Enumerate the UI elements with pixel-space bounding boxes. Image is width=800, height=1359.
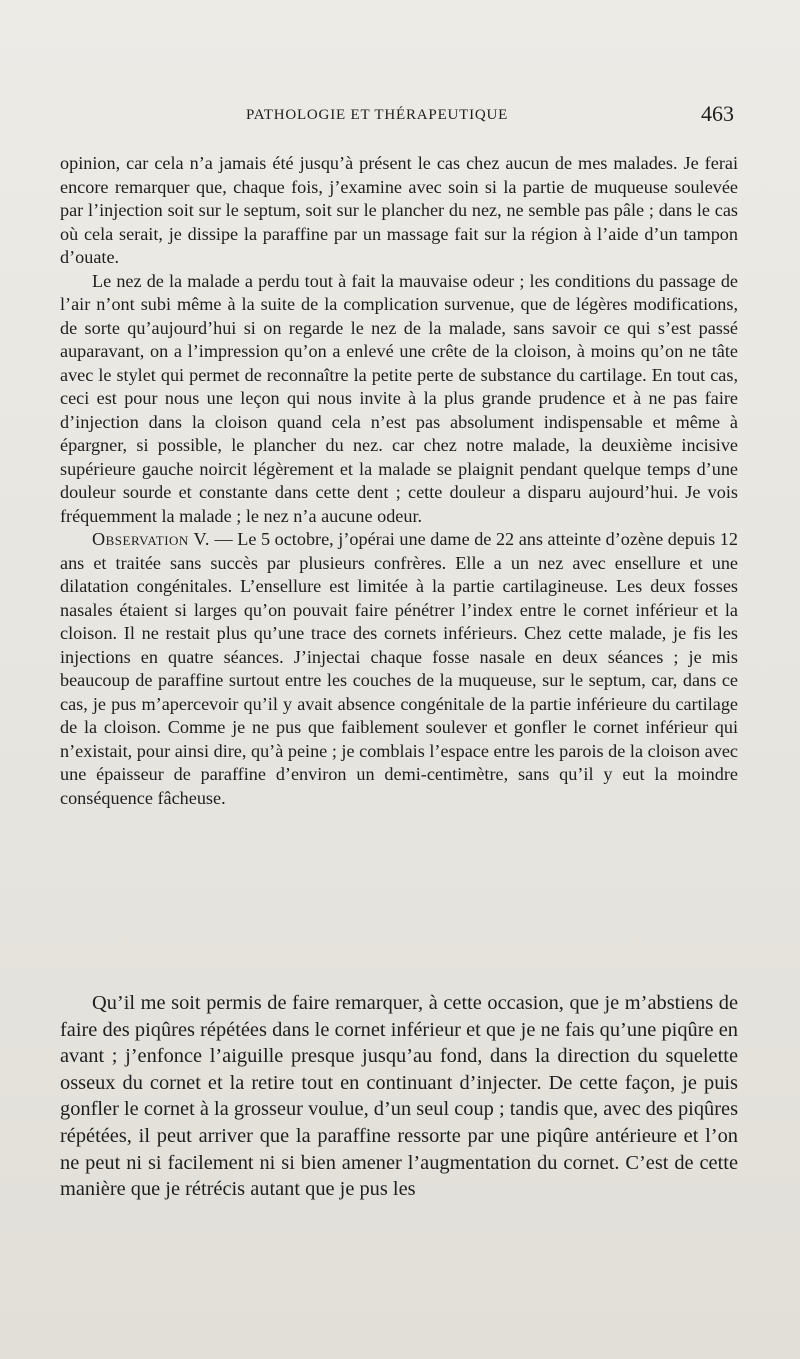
page-header: [60, 103, 740, 133]
observation-text: — Le 5 octobre, j’opérai une dame de 22 ans atteinte d’ozène depuis 12 ans et traitée sans succès par plusieurs confrères. Elle a un nez avec ensellure et une dilatation congénitales. L’ensellure est limitée à la partie cartilagineuse. Les deux fosses nasales étaient si larges qu’on pouvait faire pénétrer l’index entre le cornet inférieur et la cloison. Il ne restait plus qu’une trace des cornets inférieurs. Chez cette malade, je fis les injections en quatre séances. J’injectai chaque fosse nasale en deux séances ; je mis beaucoup de paraffine surtout entre les couches de la muqueuse, sur le septum, car, dans ce cas, je pus m’apercevoir qu’il y avait absence congénitale de la partie inférieure du cartilage de la cloison. Comme je ne pus que faiblement soulever et gonfler le cornet inférieur qui n’existait, pour ainsi dire, qu’à peine ; je comblais l’espace entre les parois de la cloison avec une épaisseur de paraffine d’environ un demi-centimètre, sans qu’il y eut la moindre conséquence fâcheuse.: [60, 529, 738, 808]
paragraph-nose-outcome: Le nez de la malade a perdu tout à fait la mauvaise odeur ; les conditions du passage de l’air n’ont subi même à la suite de la complication survenue, que de légères modifications, de sorte qu’aujourd’hui si on regarde le nez de la malade, sans savoir ce qui s’est passé auparavant, on a l’impression qu’on a enlevé une crête de la cloison, à moins qu’on ne tâte avec le stylet qui permet de reconnaître la petite perte de substance du cartilage. En tout cas, ceci est pour nous une leçon qui nous invite à la plus grande prudence et à ne pas faire d’injection dans la cloison quand cela n’est pas absolument indispensable et même à épargner, si possible, le plancher du nez. car chez notre malade, la deuxième incisive supérieure gauche noircit légèrement et la malade se plaignit pendant quelque temps d’une douleur sourde et constante dans cette dent ; cette douleur a disparu aujourd’hui. Je vois fréquemment la malade ; le nez n’a aucune odeur.: [60, 270, 738, 526]
page-number: 463: [701, 101, 734, 126]
small-print-text: [60, 152, 738, 810]
observation-label: Observation V.: [92, 529, 210, 549]
paragraph-continuation: opinion, car cela n’a jamais été jusqu’à présent le cas chez aucun de mes malades. Je ferai encore remarquer que, chaque fois, j’examine avec soin si la partie de muqueuse soulevée par l’injection soit sur le septum, soit sur le plancher du nez, ne semble pas pâle ; dans le cas où cela serait, je dissipe la paraffine par un massage fait sur la région à l’aide d’un tampon d’ouate.: [60, 153, 738, 267]
running-head: PATHOLOGIE ET THÉRAPEUTIQUE: [246, 107, 509, 123]
main-text: [60, 990, 738, 1203]
paragraph-observation-v: [60, 528, 738, 810]
paragraph-remark: Qu’il me soit permis de faire remarquer, à cette occasion, que je m’abstiens de faire des piqûres répétées dans le cornet inférieur et que je ne fais qu’une piqûre en avant ; j’enfonce l’aiguille presque jusqu’au fond, dans la direction du squelette osseux du cornet et la retire tout en continuant d’injecter. De cette façon, je puis gonfler le cornet à la grosseur voulue, d’un seul coup ; tandis que, avec des piqûres répétées, il peut arriver que la paraffine ressorte par une piqûre antérieure et l’on ne peut ni si facilement ni si bien amener l’augmentation du cornet. C’est de cette manière que je rétrécis autant que je pus les: [60, 992, 738, 1201]
